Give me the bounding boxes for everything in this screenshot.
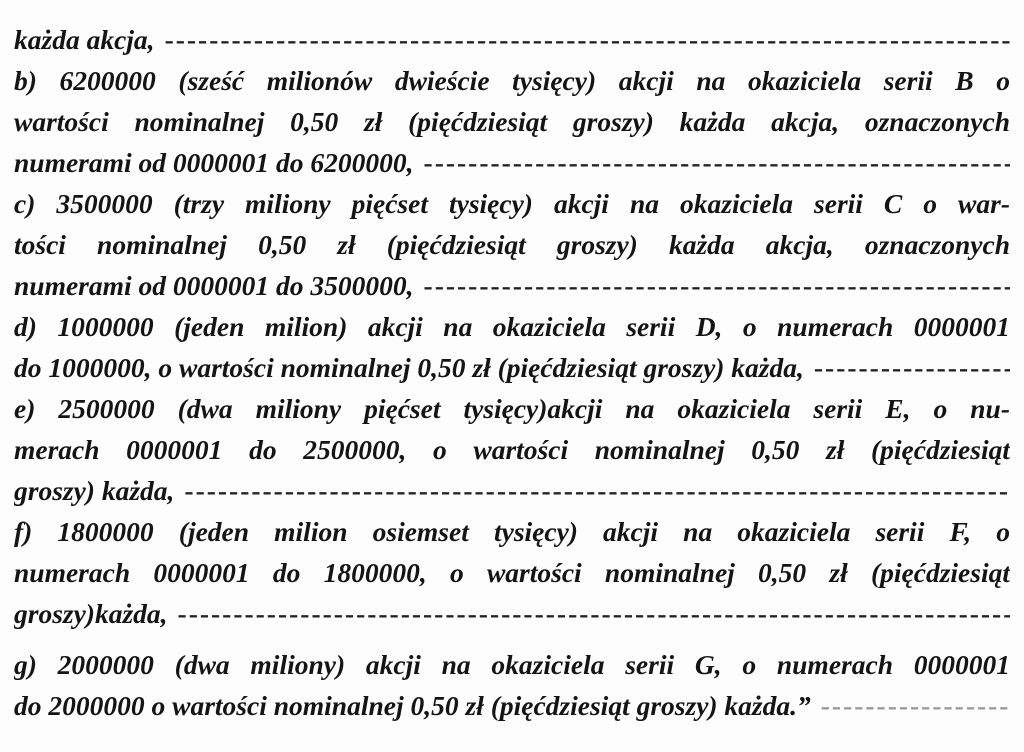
document-line: numerach 0000001 do 1800000, o wartości nominalnej 0,50 zł (pięćdziesiąt — [14, 557, 1010, 588]
document-line: c) 3500000 (trzy miliony pięćset tysięcy) akcji na okaziciela serii C o war- — [14, 188, 1010, 219]
document-line: wartości nominalnej 0,50 zł (pięćdziesiąt groszy) każda akcja, oznaczonych — [14, 106, 1010, 137]
dash-leader — [165, 21, 1010, 59]
dash-leader — [814, 349, 1010, 387]
dash-leader — [424, 267, 1010, 305]
document-line: numerami od 0000001 do 3500000, ----- — [14, 267, 1010, 305]
document-line: do 1000000, o wartości nominalnej 0,50 zł (pięćdziesiąt groszy) każda, ----- — [14, 349, 1010, 387]
dash-leader — [821, 687, 1010, 725]
document-line: d) 1000000 (jeden milion) akcji na okaziciela serii D, o numerach 0000001 — [14, 311, 1010, 342]
document-line: do 2000000 o wartości nominalnej 0,50 zł (pięćdziesiąt groszy) każda.” ----- — [14, 687, 1010, 725]
document-line: groszy) każda, ----- — [14, 472, 1010, 510]
document-line: numerami od 0000001 do 6200000, ----- — [14, 144, 1010, 182]
dash-leader — [184, 472, 1010, 510]
document-line: e) 2500000 (dwa miliony pięćset tysięcy)akcji na okaziciela serii E, o nu- — [14, 393, 1010, 424]
dash-leader — [178, 595, 1010, 633]
document-line: merach 0000001 do 2500000, o wartości nominalnej 0,50 zł (pięćdziesiąt — [14, 434, 1010, 465]
dash-leader — [424, 144, 1010, 182]
document-line: każda akcja, ----- — [14, 21, 1010, 59]
document-line: b) 6200000 (sześć milionów dwieście tysięcy) akcji na okaziciela serii B o — [14, 65, 1010, 96]
document-line: f) 1800000 (jeden milion osiemset tysięcy) akcji na okaziciela serii F, o — [14, 516, 1010, 547]
document-line: g) 2000000 (dwa miliony) akcji na okaziciela serii G, o numerach 0000001 — [14, 649, 1010, 680]
document-line: groszy)każda, ----- — [14, 595, 1010, 633]
document-line: tości nominalnej 0,50 zł (pięćdziesiąt groszy) każda akcja, oznaczonych — [14, 229, 1010, 260]
